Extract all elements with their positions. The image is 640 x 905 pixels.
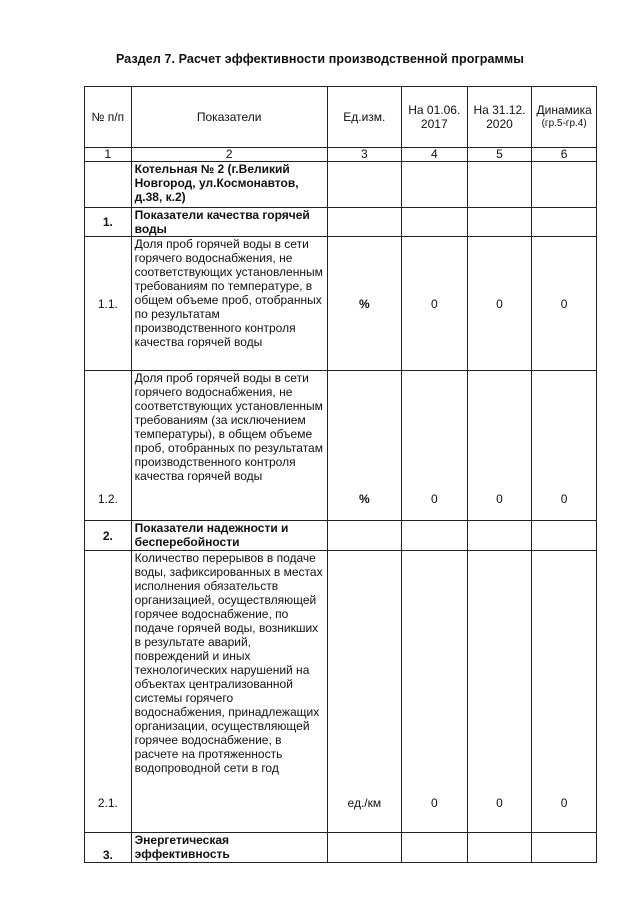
row-value-end: 0 (467, 551, 532, 833)
section-row (85, 521, 597, 551)
header-indicator: Показатели (131, 87, 327, 148)
row-num: 1.1. (85, 237, 132, 371)
row-dynamics: 0 (532, 371, 597, 521)
column-number: 5 (467, 148, 532, 162)
row-dynamics: 0 (532, 237, 597, 371)
column-number: 2 (131, 148, 327, 162)
column-number: 6 (532, 148, 597, 162)
row-value-end: 0 (467, 371, 532, 521)
row-value-start: 0 (401, 371, 467, 521)
row-unit: % (327, 371, 401, 521)
boiler-row (85, 162, 597, 208)
header-dynamics (532, 87, 597, 148)
row-unit: % (327, 237, 401, 371)
header-row (85, 87, 597, 148)
header-num: № п/п (85, 87, 132, 148)
header-date-end: На 31.12. 2020 (467, 87, 532, 148)
row-value-end: 0 (467, 237, 532, 371)
column-number: 1 (85, 148, 132, 162)
section-title: Показатели надежности и бесперебойности (131, 521, 327, 551)
section-title: Энергетическая эффективность (131, 833, 327, 863)
row-unit: ед./км (327, 551, 401, 833)
page-title: Раздел 7. Расчет эффективности производственной программы (115, 52, 525, 66)
efficiency-table (84, 86, 597, 863)
header-unit: Ед.изм. (327, 87, 401, 148)
section-num: 3. (85, 833, 132, 863)
row-text: Количество перерывов в подаче воды, зафиксированных в местах исполнения обязательств организацией, осуществляющей горячее водоснабжение, по подаче горячей воды, возникших в результате аварий, повреждений и иных технологических нарушений на объектах централизованной системы горячего водоснабжения, принадлежащих организации, осуществляющей горячее водоснабжение, в расчете на протяженность водопроводной сети в год (131, 551, 327, 833)
row-value-start: 0 (401, 237, 467, 371)
section-title: Показатели качества горячей воды (131, 208, 327, 237)
row-dynamics: 0 (532, 551, 597, 833)
table-row (85, 237, 597, 371)
row-value-start: 0 (401, 551, 467, 833)
column-number: 4 (401, 148, 467, 162)
row-num: 1.2. (85, 371, 132, 521)
header-dynamics-label: Динамика (536, 103, 592, 117)
column-number: 3 (327, 148, 401, 162)
table-row (85, 371, 597, 521)
row-text: Доля проб горячей воды в сети горячего водоснабжения, не соответствующих установленным требованиям (за исключением температуры), в общем объеме проб, отобранных по результатам производственного контроля качества горячей воды (131, 371, 327, 521)
header-dynamics-note: (гр.5-гр.4) (541, 118, 587, 129)
boiler-name: Котельная № 2 (г.Великий Новгород, ул.Космонавтов, д.38, к.2) (131, 162, 327, 208)
header-date-start: На 01.06. 2017 (401, 87, 467, 148)
row-num: 2.1. (85, 551, 132, 833)
row-text: Доля проб горячей воды в сети горячего водоснабжения, не соответствующих установленным требованиям по температуре, в общем объеме проб, отобранных по результатам производственного контроля качества горячей воды (131, 237, 327, 371)
table-row (85, 551, 597, 833)
section-row (85, 208, 597, 237)
column-numbers-row (85, 148, 597, 162)
section-num: 2. (85, 521, 132, 551)
section-num: 1. (85, 208, 132, 237)
section-row (85, 833, 597, 863)
